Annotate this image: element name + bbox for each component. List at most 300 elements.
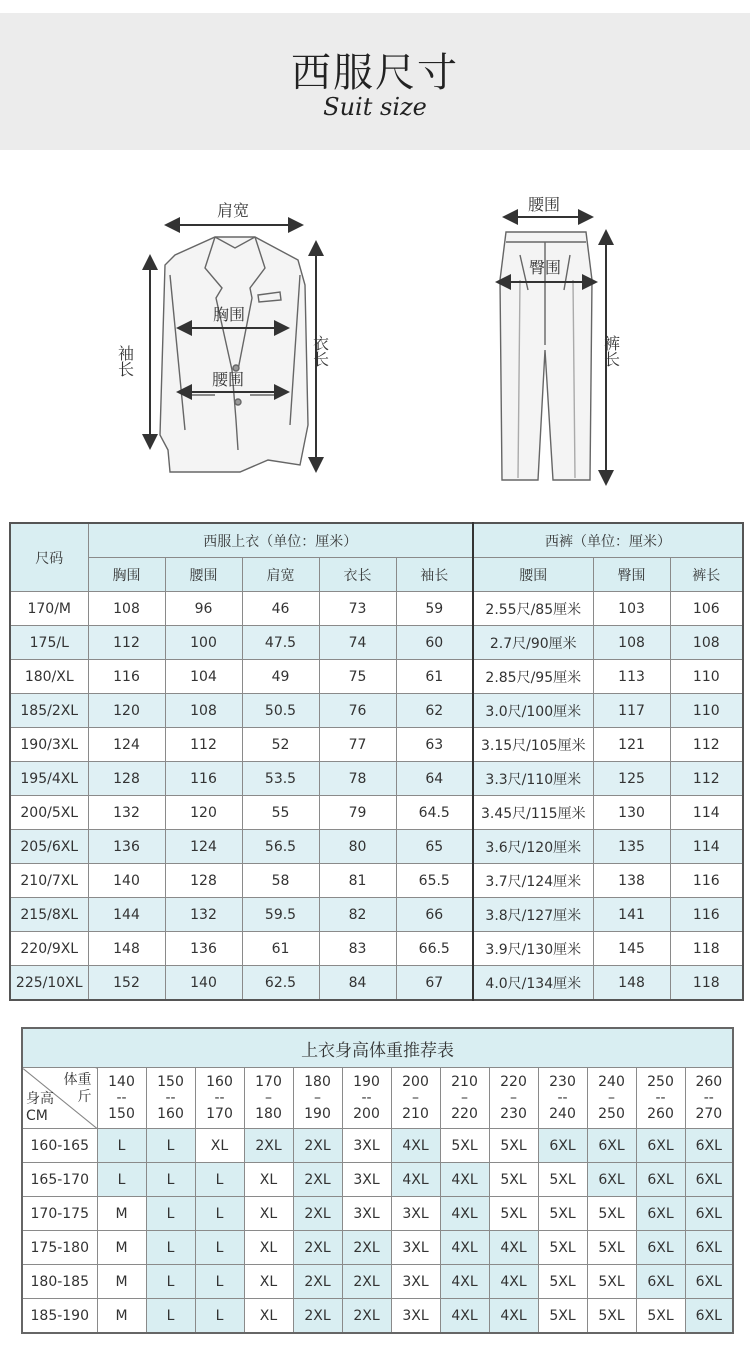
recommended-size-cell: 6XL bbox=[587, 1163, 636, 1197]
table-cell: 108 bbox=[88, 592, 165, 626]
recommended-size-cell: L bbox=[146, 1129, 195, 1163]
table-cell: 116 bbox=[670, 898, 743, 932]
table-cell: 66.5 bbox=[396, 932, 473, 966]
recommended-size-cell: L bbox=[195, 1231, 244, 1265]
table-cell: 3.8尺/127厘米 bbox=[473, 898, 593, 932]
recommended-size-cell: 6XL bbox=[685, 1163, 733, 1197]
table-row bbox=[10, 762, 743, 796]
weight-range-part: 190 bbox=[353, 1074, 380, 1090]
weight-range-part: 200 bbox=[402, 1074, 429, 1090]
table-cell: 112 bbox=[670, 762, 743, 796]
weight-range-header bbox=[146, 1068, 195, 1129]
table-cell: 145 bbox=[593, 932, 670, 966]
table-row bbox=[10, 932, 743, 966]
weight-range-part: 240 bbox=[598, 1074, 625, 1090]
weight-range-part: – bbox=[412, 1090, 419, 1106]
table-cell: 125 bbox=[593, 762, 670, 796]
weight-range-part: -- bbox=[703, 1090, 714, 1106]
table-row bbox=[10, 660, 743, 694]
jacket-group-header: 西服上衣（单位：厘米） bbox=[88, 523, 473, 558]
recommended-size-cell: 6XL bbox=[636, 1197, 685, 1231]
recommended-size-cell: 3XL bbox=[391, 1197, 440, 1231]
table-cell: 120 bbox=[88, 694, 165, 728]
page-title: 西服尺寸 bbox=[291, 50, 459, 96]
table-row bbox=[22, 1197, 733, 1231]
weight-range-part: 170 bbox=[255, 1074, 282, 1090]
table-cell: 64.5 bbox=[396, 796, 473, 830]
weight-range-part: 180 bbox=[255, 1106, 282, 1122]
weight-range-header bbox=[440, 1068, 489, 1129]
recommended-size-cell: 4XL bbox=[489, 1231, 538, 1265]
recommended-size-cell: 4XL bbox=[440, 1197, 489, 1231]
table-cell: 82 bbox=[319, 898, 396, 932]
table-cell: 3.45尺/115厘米 bbox=[473, 796, 593, 830]
height-range-cell: 185-190 bbox=[22, 1299, 97, 1334]
page-subtitle: Suit size bbox=[323, 93, 427, 121]
label-pants-waist: 腰围 bbox=[528, 195, 561, 214]
table-cell: 135 bbox=[593, 830, 670, 864]
label-shoulder: 肩宽 bbox=[217, 201, 250, 220]
weight-range-part: 170 bbox=[206, 1106, 233, 1122]
table-cell: 128 bbox=[88, 762, 165, 796]
weight-range-part: – bbox=[510, 1090, 517, 1106]
table-cell: 61 bbox=[396, 660, 473, 694]
size-cell: 225/10XL bbox=[10, 966, 88, 1001]
weight-range-part: 250 bbox=[598, 1106, 625, 1122]
size-cell: 180/XL bbox=[10, 660, 88, 694]
table-row bbox=[10, 864, 743, 898]
recommended-size-cell: 2XL bbox=[293, 1197, 342, 1231]
table-cell: 108 bbox=[165, 694, 242, 728]
size-table-group-header bbox=[10, 523, 743, 558]
table-cell: 3.9尺/130厘米 bbox=[473, 932, 593, 966]
weight-range-part: – bbox=[461, 1090, 468, 1106]
recommended-size-cell: 4XL bbox=[440, 1265, 489, 1299]
size-cell: 175/L bbox=[10, 626, 88, 660]
weight-range-part: 270 bbox=[695, 1106, 723, 1122]
recommended-size-cell: 3XL bbox=[391, 1299, 440, 1334]
table-cell: 112 bbox=[165, 728, 242, 762]
table-cell: 141 bbox=[593, 898, 670, 932]
recommended-size-cell: L bbox=[195, 1163, 244, 1197]
table-row bbox=[22, 1265, 733, 1299]
table-cell: 3.3尺/110厘米 bbox=[473, 762, 593, 796]
table-cell: 56.5 bbox=[242, 830, 319, 864]
recommended-size-cell: 5XL bbox=[636, 1299, 685, 1334]
table-cell: 138 bbox=[593, 864, 670, 898]
recommended-size-cell: 4XL bbox=[391, 1129, 440, 1163]
column-header: 臀围 bbox=[593, 558, 670, 592]
table-cell: 66 bbox=[396, 898, 473, 932]
recommended-size-cell: 5XL bbox=[587, 1299, 636, 1334]
weight-range-part: 210 bbox=[451, 1074, 478, 1090]
table-row bbox=[10, 898, 743, 932]
weight-range-part: 180 bbox=[304, 1074, 331, 1090]
table-cell: 49 bbox=[242, 660, 319, 694]
recommended-size-cell: L bbox=[195, 1299, 244, 1334]
recommended-size-cell: 6XL bbox=[636, 1265, 685, 1299]
table-row bbox=[10, 830, 743, 864]
height-label: 身高 bbox=[26, 1091, 54, 1107]
recommended-size-cell: M bbox=[97, 1197, 146, 1231]
height-range-cell: 175-180 bbox=[22, 1231, 97, 1265]
recommended-size-cell: 5XL bbox=[489, 1163, 538, 1197]
size-cell: 200/5XL bbox=[10, 796, 88, 830]
recommended-size-cell: 6XL bbox=[636, 1129, 685, 1163]
table-cell: 62 bbox=[396, 694, 473, 728]
weight-table-caption-row bbox=[22, 1028, 733, 1068]
size-table-body bbox=[10, 592, 743, 1001]
recommended-size-cell: 3XL bbox=[391, 1265, 440, 1299]
column-header: 裤长 bbox=[670, 558, 743, 592]
recommended-size-cell: 6XL bbox=[685, 1265, 733, 1299]
height-weight-table bbox=[21, 1027, 734, 1334]
label-pants-length: 裤长 bbox=[601, 335, 621, 367]
weight-range-part: 230 bbox=[549, 1074, 576, 1090]
table-cell: 2.85尺/95厘米 bbox=[473, 660, 593, 694]
recommended-size-cell: 2XL bbox=[293, 1231, 342, 1265]
weight-range-part: – bbox=[265, 1090, 272, 1106]
weight-range-header bbox=[538, 1068, 587, 1129]
table-cell: 124 bbox=[88, 728, 165, 762]
table-cell: 124 bbox=[165, 830, 242, 864]
size-cell: 220/9XL bbox=[10, 932, 88, 966]
recommended-size-cell: 6XL bbox=[685, 1129, 733, 1163]
recommended-size-cell: XL bbox=[244, 1299, 293, 1334]
size-cell: 170/M bbox=[10, 592, 88, 626]
table-cell: 59.5 bbox=[242, 898, 319, 932]
table-cell: 67 bbox=[396, 966, 473, 1001]
recommended-size-cell: 6XL bbox=[685, 1197, 733, 1231]
recommended-size-cell: 6XL bbox=[685, 1231, 733, 1265]
recommended-size-cell: 2XL bbox=[244, 1129, 293, 1163]
column-header: 胸围 bbox=[88, 558, 165, 592]
table-cell: 74 bbox=[319, 626, 396, 660]
recommended-size-cell: L bbox=[195, 1197, 244, 1231]
weight-range-part: 240 bbox=[549, 1106, 576, 1122]
table-cell: 65 bbox=[396, 830, 473, 864]
weight-range-header bbox=[587, 1068, 636, 1129]
recommended-size-cell: 4XL bbox=[440, 1231, 489, 1265]
weight-unit-label: 斤 bbox=[77, 1089, 92, 1105]
weight-range-part: 150 bbox=[108, 1106, 135, 1122]
recommended-size-cell: 6XL bbox=[636, 1231, 685, 1265]
recommended-size-cell: 5XL bbox=[489, 1129, 538, 1163]
recommended-size-cell: 3XL bbox=[342, 1163, 391, 1197]
size-cell: 190/3XL bbox=[10, 728, 88, 762]
recommended-size-cell: 6XL bbox=[587, 1129, 636, 1163]
recommended-size-cell: 5XL bbox=[440, 1129, 489, 1163]
table-cell: 64 bbox=[396, 762, 473, 796]
size-cell: 210/7XL bbox=[10, 864, 88, 898]
recommended-size-cell: M bbox=[97, 1299, 146, 1334]
recommended-size-cell: L bbox=[146, 1163, 195, 1197]
size-cell: 215/8XL bbox=[10, 898, 88, 932]
weight-range-part: – bbox=[608, 1090, 615, 1106]
table-row bbox=[10, 796, 743, 830]
size-column-header: 尺码 bbox=[10, 523, 88, 592]
recommended-size-cell: XL bbox=[244, 1197, 293, 1231]
table-cell: 75 bbox=[319, 660, 396, 694]
table-cell: 58 bbox=[242, 864, 319, 898]
table-cell: 78 bbox=[319, 762, 396, 796]
table-cell: 84 bbox=[319, 966, 396, 1001]
weight-range-header bbox=[244, 1068, 293, 1129]
weight-range-part: -- bbox=[361, 1090, 372, 1106]
recommended-size-cell: 2XL bbox=[342, 1299, 391, 1334]
weight-range-part: -- bbox=[165, 1090, 176, 1106]
weight-range-header-row bbox=[22, 1068, 733, 1129]
recommended-size-cell: XL bbox=[195, 1129, 244, 1163]
weight-range-part: 160 bbox=[157, 1106, 184, 1122]
recommended-size-cell: M bbox=[97, 1231, 146, 1265]
recommended-size-cell: 2XL bbox=[342, 1231, 391, 1265]
table-cell: 59 bbox=[396, 592, 473, 626]
table-cell: 148 bbox=[88, 932, 165, 966]
weight-range-part: -- bbox=[655, 1090, 666, 1106]
table-cell: 96 bbox=[165, 592, 242, 626]
recommended-size-cell: 2XL bbox=[293, 1129, 342, 1163]
recommended-size-cell: 2XL bbox=[293, 1299, 342, 1334]
weight-range-part: 140 bbox=[108, 1074, 135, 1090]
table-cell: 2.7尺/90厘米 bbox=[473, 626, 593, 660]
column-header: 肩宽 bbox=[242, 558, 319, 592]
table-cell: 121 bbox=[593, 728, 670, 762]
weight-range-part: 260 bbox=[647, 1106, 674, 1122]
label-waist: 腰围 bbox=[212, 370, 245, 389]
table-cell: 55 bbox=[242, 796, 319, 830]
weight-table-body bbox=[22, 1068, 733, 1334]
table-cell: 2.55尺/85厘米 bbox=[473, 592, 593, 626]
measurement-diagrams bbox=[0, 180, 750, 500]
size-cell: 195/4XL bbox=[10, 762, 88, 796]
table-cell: 118 bbox=[670, 966, 743, 1001]
column-header: 袖长 bbox=[396, 558, 473, 592]
table-row bbox=[22, 1299, 733, 1334]
page-header bbox=[0, 13, 750, 150]
column-header: 腰围 bbox=[165, 558, 242, 592]
recommended-size-cell: L bbox=[97, 1129, 146, 1163]
table-cell: 53.5 bbox=[242, 762, 319, 796]
weight-range-header bbox=[391, 1068, 440, 1129]
weight-range-part: – bbox=[314, 1090, 321, 1106]
weight-range-part: 250 bbox=[647, 1074, 674, 1090]
table-cell: 47.5 bbox=[242, 626, 319, 660]
weight-range-part: -- bbox=[214, 1090, 225, 1106]
table-row bbox=[10, 626, 743, 660]
weight-range-part: -- bbox=[557, 1090, 568, 1106]
table-cell: 112 bbox=[88, 626, 165, 660]
table-cell: 60 bbox=[396, 626, 473, 660]
table-cell: 46 bbox=[242, 592, 319, 626]
table-cell: 144 bbox=[88, 898, 165, 932]
recommended-size-cell: 4XL bbox=[440, 1163, 489, 1197]
table-cell: 100 bbox=[165, 626, 242, 660]
column-header: 腰围 bbox=[473, 558, 593, 592]
table-cell: 128 bbox=[165, 864, 242, 898]
table-row bbox=[22, 1129, 733, 1163]
table-cell: 106 bbox=[670, 592, 743, 626]
size-table-column-headers bbox=[10, 558, 743, 592]
table-cell: 81 bbox=[319, 864, 396, 898]
recommended-size-cell: L bbox=[146, 1265, 195, 1299]
weight-range-header bbox=[97, 1068, 146, 1129]
recommended-size-cell: 6XL bbox=[685, 1299, 733, 1334]
weight-table-title: 上衣身高体重推荐表 bbox=[22, 1028, 733, 1068]
pants-group-header: 西裤（单位：厘米） bbox=[473, 523, 743, 558]
recommended-size-cell: L bbox=[97, 1163, 146, 1197]
height-range-cell: 160-165 bbox=[22, 1129, 97, 1163]
label-pants-hip: 臀围 bbox=[529, 258, 562, 277]
table-row bbox=[22, 1231, 733, 1265]
table-cell: 3.0尺/100厘米 bbox=[473, 694, 593, 728]
recommended-size-cell: 5XL bbox=[587, 1231, 636, 1265]
weight-range-header bbox=[293, 1068, 342, 1129]
table-cell: 110 bbox=[670, 694, 743, 728]
table-cell: 130 bbox=[593, 796, 670, 830]
weight-range-part: 230 bbox=[500, 1106, 527, 1122]
recommended-size-cell: 5XL bbox=[587, 1265, 636, 1299]
table-cell: 73 bbox=[319, 592, 396, 626]
recommended-size-cell: 5XL bbox=[538, 1265, 587, 1299]
jacket-illustration bbox=[160, 237, 308, 472]
size-cell: 185/2XL bbox=[10, 694, 88, 728]
recommended-size-cell: XL bbox=[244, 1231, 293, 1265]
table-row bbox=[22, 1163, 733, 1197]
label-sleeve: 袖长 bbox=[115, 345, 135, 377]
table-cell: 152 bbox=[88, 966, 165, 1001]
weight-range-header bbox=[489, 1068, 538, 1129]
table-cell: 3.15尺/105厘米 bbox=[473, 728, 593, 762]
weight-label: 体重 bbox=[63, 1072, 92, 1088]
table-cell: 117 bbox=[593, 694, 670, 728]
table-row bbox=[10, 966, 743, 1001]
table-cell: 3.7尺/124厘米 bbox=[473, 864, 593, 898]
height-range-cell: 170-175 bbox=[22, 1197, 97, 1231]
table-cell: 52 bbox=[242, 728, 319, 762]
weight-range-part: 200 bbox=[353, 1106, 380, 1122]
weight-range-part: 220 bbox=[500, 1074, 527, 1090]
recommended-size-cell: L bbox=[146, 1231, 195, 1265]
table-cell: 108 bbox=[593, 626, 670, 660]
table-cell: 3.6尺/120厘米 bbox=[473, 830, 593, 864]
weight-range-part: 210 bbox=[402, 1106, 429, 1122]
table-cell: 132 bbox=[88, 796, 165, 830]
table-cell: 50.5 bbox=[242, 694, 319, 728]
recommended-size-cell: 4XL bbox=[391, 1163, 440, 1197]
recommended-size-cell: 2XL bbox=[293, 1163, 342, 1197]
recommended-size-cell: 5XL bbox=[538, 1163, 587, 1197]
weight-range-header bbox=[342, 1068, 391, 1129]
table-cell: 140 bbox=[165, 966, 242, 1001]
height-range-cell: 165-170 bbox=[22, 1163, 97, 1197]
recommended-size-cell: XL bbox=[244, 1163, 293, 1197]
weight-range-part: 150 bbox=[157, 1074, 184, 1090]
table-cell: 63 bbox=[396, 728, 473, 762]
recommended-size-cell: XL bbox=[244, 1265, 293, 1299]
weight-range-part: -- bbox=[116, 1090, 127, 1106]
recommended-size-cell: 3XL bbox=[391, 1231, 440, 1265]
table-cell: 83 bbox=[319, 932, 396, 966]
table-cell: 140 bbox=[88, 864, 165, 898]
table-row bbox=[10, 592, 743, 626]
label-length: 衣长 bbox=[310, 335, 330, 367]
recommended-size-cell: 5XL bbox=[538, 1197, 587, 1231]
table-row bbox=[10, 728, 743, 762]
table-cell: 116 bbox=[165, 762, 242, 796]
table-cell: 80 bbox=[319, 830, 396, 864]
table-cell: 61 bbox=[242, 932, 319, 966]
table-cell: 62.5 bbox=[242, 966, 319, 1001]
table-cell: 112 bbox=[670, 728, 743, 762]
weight-range-header bbox=[195, 1068, 244, 1129]
recommended-size-cell: 4XL bbox=[489, 1299, 538, 1334]
suit-size-table bbox=[9, 522, 744, 1001]
recommended-size-cell: 5XL bbox=[538, 1299, 587, 1334]
table-cell: 148 bbox=[593, 966, 670, 1001]
table-cell: 104 bbox=[165, 660, 242, 694]
height-range-cell: 180-185 bbox=[22, 1265, 97, 1299]
recommended-size-cell: 2XL bbox=[293, 1265, 342, 1299]
table-cell: 108 bbox=[670, 626, 743, 660]
table-cell: 113 bbox=[593, 660, 670, 694]
table-cell: 132 bbox=[165, 898, 242, 932]
weight-range-part: 260 bbox=[695, 1074, 723, 1090]
table-cell: 114 bbox=[670, 830, 743, 864]
weight-range-part: 190 bbox=[304, 1106, 331, 1122]
label-chest: 胸围 bbox=[213, 305, 246, 324]
recommended-size-cell: 5XL bbox=[587, 1197, 636, 1231]
table-cell: 116 bbox=[88, 660, 165, 694]
recommended-size-cell: L bbox=[195, 1265, 244, 1299]
recommended-size-cell: 4XL bbox=[489, 1265, 538, 1299]
weight-range-header bbox=[685, 1068, 733, 1129]
table-cell: 76 bbox=[319, 694, 396, 728]
table-cell: 65.5 bbox=[396, 864, 473, 898]
table-cell: 114 bbox=[670, 796, 743, 830]
corner-header-cell bbox=[22, 1068, 97, 1129]
table-cell: 79 bbox=[319, 796, 396, 830]
table-cell: 110 bbox=[670, 660, 743, 694]
weight-range-header bbox=[636, 1068, 685, 1129]
table-cell: 4.0尺/134厘米 bbox=[473, 966, 593, 1001]
recommended-size-cell: 3XL bbox=[342, 1129, 391, 1163]
size-cell: 205/6XL bbox=[10, 830, 88, 864]
recommended-size-cell: 5XL bbox=[538, 1231, 587, 1265]
recommended-size-cell: L bbox=[146, 1299, 195, 1334]
recommended-size-cell: 5XL bbox=[489, 1197, 538, 1231]
recommended-size-cell: 4XL bbox=[440, 1299, 489, 1334]
recommended-size-cell: M bbox=[97, 1265, 146, 1299]
weight-range-part: 220 bbox=[451, 1106, 478, 1122]
column-header: 衣长 bbox=[319, 558, 396, 592]
table-cell: 77 bbox=[319, 728, 396, 762]
table-cell: 136 bbox=[88, 830, 165, 864]
table-cell: 136 bbox=[165, 932, 242, 966]
weight-range-part: 160 bbox=[206, 1074, 233, 1090]
recommended-size-cell: 6XL bbox=[538, 1129, 587, 1163]
height-unit-label: CM bbox=[26, 1108, 48, 1124]
recommended-size-cell: 2XL bbox=[342, 1265, 391, 1299]
table-row bbox=[10, 694, 743, 728]
table-cell: 116 bbox=[670, 864, 743, 898]
table-cell: 118 bbox=[670, 932, 743, 966]
recommended-size-cell: 6XL bbox=[636, 1163, 685, 1197]
recommended-size-cell: 3XL bbox=[342, 1197, 391, 1231]
recommended-size-cell: L bbox=[146, 1197, 195, 1231]
table-cell: 103 bbox=[593, 592, 670, 626]
table-cell: 120 bbox=[165, 796, 242, 830]
